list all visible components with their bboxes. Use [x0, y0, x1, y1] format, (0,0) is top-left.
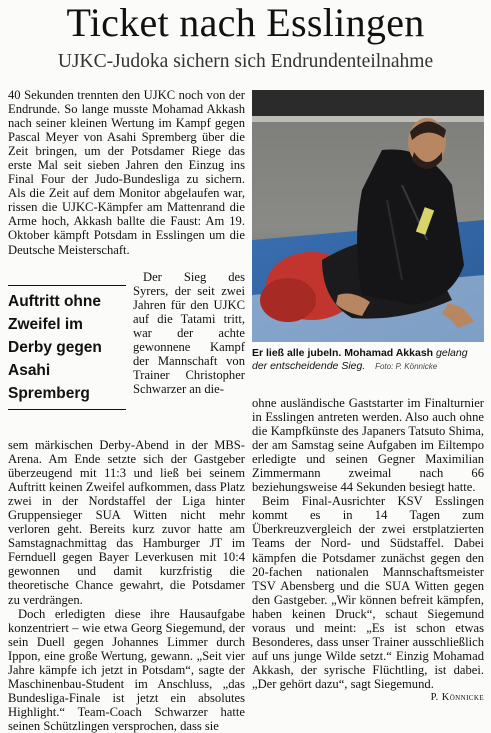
paragraph — [252, 494, 484, 703]
judo-photo-illustration — [252, 90, 484, 342]
paragraph: ohne ausländische Gaststarter im Finalturnier in Esslingen antreten werden. Also auch ohne die Kampfkünste des Japaners Tatsuto Shima, der am Samstag seine Aufgaben im Eiltempo erledigte und seinen Gegner Maximilian Zimmermann zweimal nach 66 beziehungsweise 44 Sekunden besiegt hatte. — [252, 396, 484, 495]
body-column-1-bottom — [8, 438, 245, 733]
photo-caption — [252, 347, 484, 373]
judo-photo — [252, 90, 484, 342]
paragraph — [8, 88, 245, 257]
paragraph-text: Beim Final-Ausrichter KSV Esslingen kommt es in 14 Tagen zum Überkreuzvergleich der zwei erstplatzierten Teams der Nord- und Südstaffel. Dabei kämpfen die Potsdamer zunächst gegen den 20-fachen nationalen Mannschaftsmeister TSV Abensberg und die SUA Witten gegen den Gastgeber. „Wir können befreit kämpfen, haben keinen Druck“, schaut Siegemund voraus und meint: „Es ist schon etwas Besonderes, dass unser Trainer ausschließlich auf uns junge Wilde setzt.“ Einzig Mohamad Akkash, der syrische Flüchtling, ist dabei. „Der gehört dazu“, sagt Siegemund. — [252, 494, 484, 691]
subheadline: UJKC-Judoka sichern sich Endrundenteilnahme — [57, 51, 434, 72]
paragraph: sem märkischen Derby-Abend in der MBS-Arena. Am Ende setzte sich der Gastgeber überzeugend mit 11:3 und ließ bei seinem Auftritt keinen Zweifel aufkommen, dass Platz zwei in der Nordstaffel der Liga hinter Gruppensieger SUA Witten nicht mehr verloren geht. Bereits kurz zuvor hatte am Samstagnachmittag das Hamburger JT im Fernduell gegen Bayer Leverkusen mit 10:4 gewonnen und damit kurzfristig die theoretische Chance gewahrt, die Potsdamer zu verdrängen. — [8, 438, 245, 607]
headline: Ticket nach Esslingen — [66, 0, 425, 45]
caption-bold: Er ließ alle jubeln. Mohamad Akkash — [252, 347, 434, 359]
body-column-1-top — [8, 88, 245, 257]
author-signature: P. Könnicke — [430, 691, 484, 703]
paragraph-text: 40 Sekunden trennten den UJKC noch von der Endrunde. So lange musste Mohamad Akkash nach seiner kleinen Wertung im Kampf gegen Pascal Meyer von Asahi Spremberg über die Zeit bringen, um der Potsdamer Riege das erste Mal seit sieben Jahren den Einzug ins Final Four der Judo-Bundesliga zu sichern. Als die Zeit auf dem Monitor abgelaufen war, rissen die UJKC-Kämpfer am Mattenrand die Arme hoch, Akkash ballte die Faust: Am 19. Oktober kämpft Potsdam in Esslingen um die Deutsche Meisterschaft. — [8, 88, 245, 257]
body-column-2 — [133, 270, 245, 396]
body-column-3 — [252, 396, 484, 705]
photo-credit: Foto: P. Könnicke — [375, 362, 438, 371]
paragraph: Der Sieg des Syrers, der seit zwei Jahren für den UJKC auf die Tatami tritt, war der achte gewonnene Kampf der Mannschaft von Trainer Christopher Schwarzer an die- — [133, 270, 245, 397]
pull-quote: Auftritt ohne Zweifel im Derby gegen Asahi Spremberg — [8, 285, 126, 410]
paragraph: Doch erledigten diese ihre Hausaufgabe konzentriert – wie etwa Georg Siegemund, der sein Duell gegen Johannes Limmer durch Ippon, eine große Wertung, gewann. „Seit vier Jahre kämpfe ich jetzt in Potsdam“, sagte der Maschinenbau-Student im Anschluss, „das Bundesliga-Finale ist jetzt ein absolutes Highlight.“ Team-Coach Schwarzer hatte seinen Schützlingen versprochen, dass sie — [8, 606, 245, 733]
caption-italic: gelang der entscheidende Sieg. — [252, 347, 468, 372]
